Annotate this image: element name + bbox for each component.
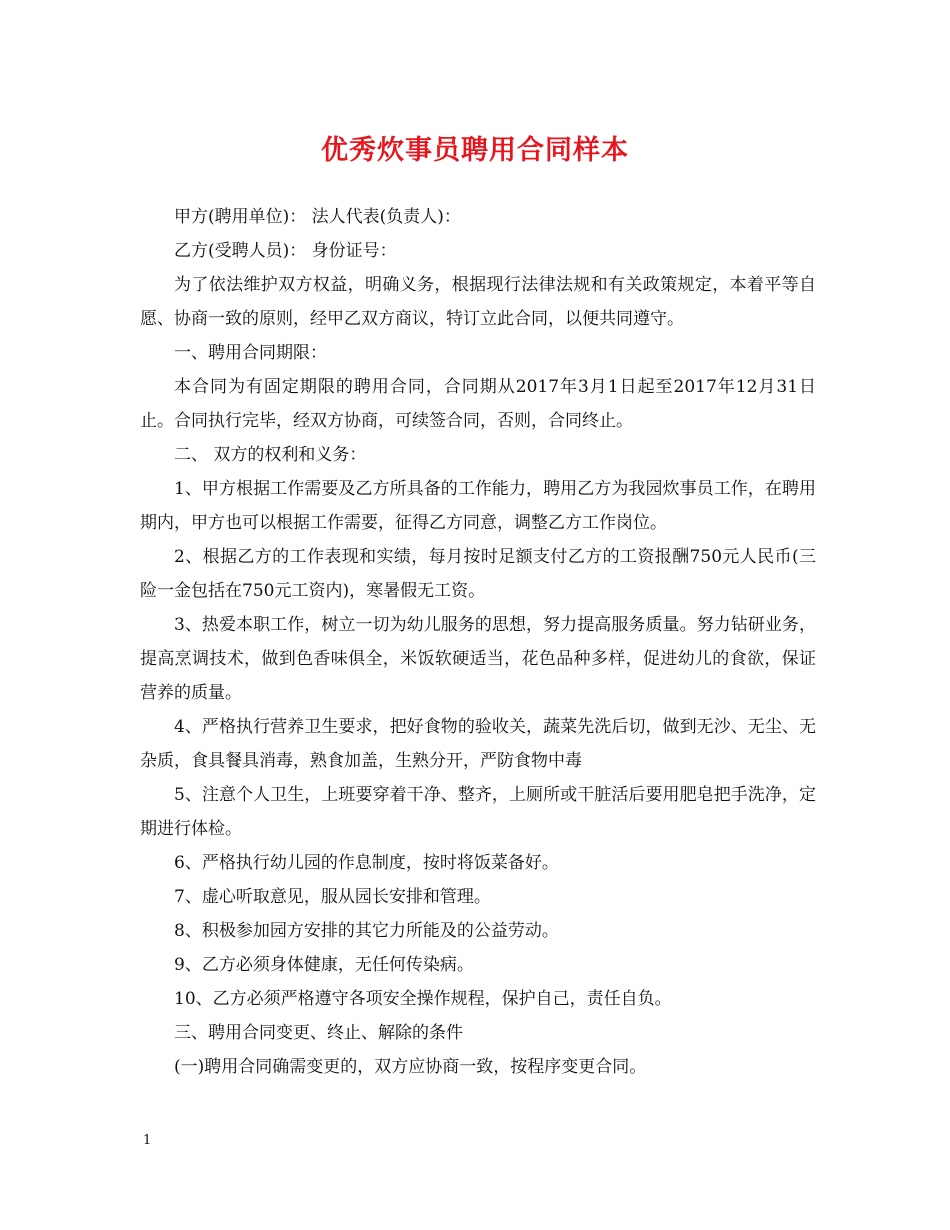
clause-paragraph: 9、乙方必须身体健康，无任何传染病。 bbox=[174, 955, 474, 975]
clause-paragraph: 5、注意个人卫生，上班要穿着干净、整齐，上厕所或干脏活后要用肥皂把手洗净，定期进行体检。 bbox=[140, 785, 816, 839]
clause-paragraph: (一)聘用合同确需变更的，双方应协商一致，按程序变更合同。 bbox=[174, 1057, 647, 1077]
party-b-line: 乙方(受聘人员)： 身份证号： bbox=[174, 241, 397, 261]
section-heading-changes: 三、聘用合同变更、终止、解除的条件 bbox=[174, 1023, 463, 1043]
clause-paragraph: 1、甲方根据工作需要及乙方所具备的工作能力，聘用乙方为我园炊事员工作，在聘用期内，甲方也可以根据工作需要，征得乙方同意，调整乙方工作岗位。 bbox=[140, 479, 816, 533]
clause-paragraph: 10、乙方必须严格遵守各项安全操作规程，保护自己，责任自负。 bbox=[174, 989, 672, 1009]
document-body bbox=[140, 200, 816, 1084]
section-heading-rights: 二、 双方的权利和义务： bbox=[174, 445, 367, 465]
preamble-paragraph: 为了依法维护双方权益，明确义务，根据现行法律法规和有关政策规定，本着平等自愿、协商一致的原则，经甲乙双方商议，特订立此合同，以便共同遵守。 bbox=[140, 275, 816, 329]
document-title: 优秀炊事员聘用合同样本 bbox=[321, 135, 629, 166]
section-heading-term: 一、聘用合同期限： bbox=[174, 343, 327, 363]
clause-paragraph: 7、虚心听取意见，服从园长安排和管理。 bbox=[174, 887, 491, 907]
clause-paragraph: 3、热爱本职工作，树立一切为幼儿服务的思想，努力提高服务质量。努力钻研业务，提高烹调技术，做到色香味俱全，米饭软硬适当，花色品种多样，促进幼儿的食欲，保证营养的质量。 bbox=[140, 615, 816, 703]
page-number: 1 bbox=[143, 1133, 152, 1148]
party-a-line: 甲方(聘用单位)： 法人代表(负责人)： bbox=[174, 207, 461, 227]
clause-paragraph: 6、严格执行幼儿园的作息制度，按时将饭菜备好。 bbox=[174, 853, 559, 873]
term-paragraph: 本合同为有固定期限的聘用合同，合同期从2017年3月1日起至2017年12月31日止。合同执行完毕，经双方协商，可续签合同，否则，合同终止。 bbox=[140, 377, 816, 431]
clause-paragraph: 4、严格执行营养卫生要求，把好食物的验收关，蔬菜先洗后切，做到无沙、无尘、无杂质，食具餐具消毒，熟食加盖，生熟分开，严防食物中毒 bbox=[140, 717, 816, 771]
clause-paragraph: 2、根据乙方的工作表现和实绩，每月按时足额支付乙方的工资报酬750元人民币(三险一金包括在750元工资内)，寒暑假无工资。 bbox=[140, 547, 816, 601]
clause-paragraph: 8、积极参加园方安排的其它力所能及的公益劳动。 bbox=[174, 921, 559, 941]
